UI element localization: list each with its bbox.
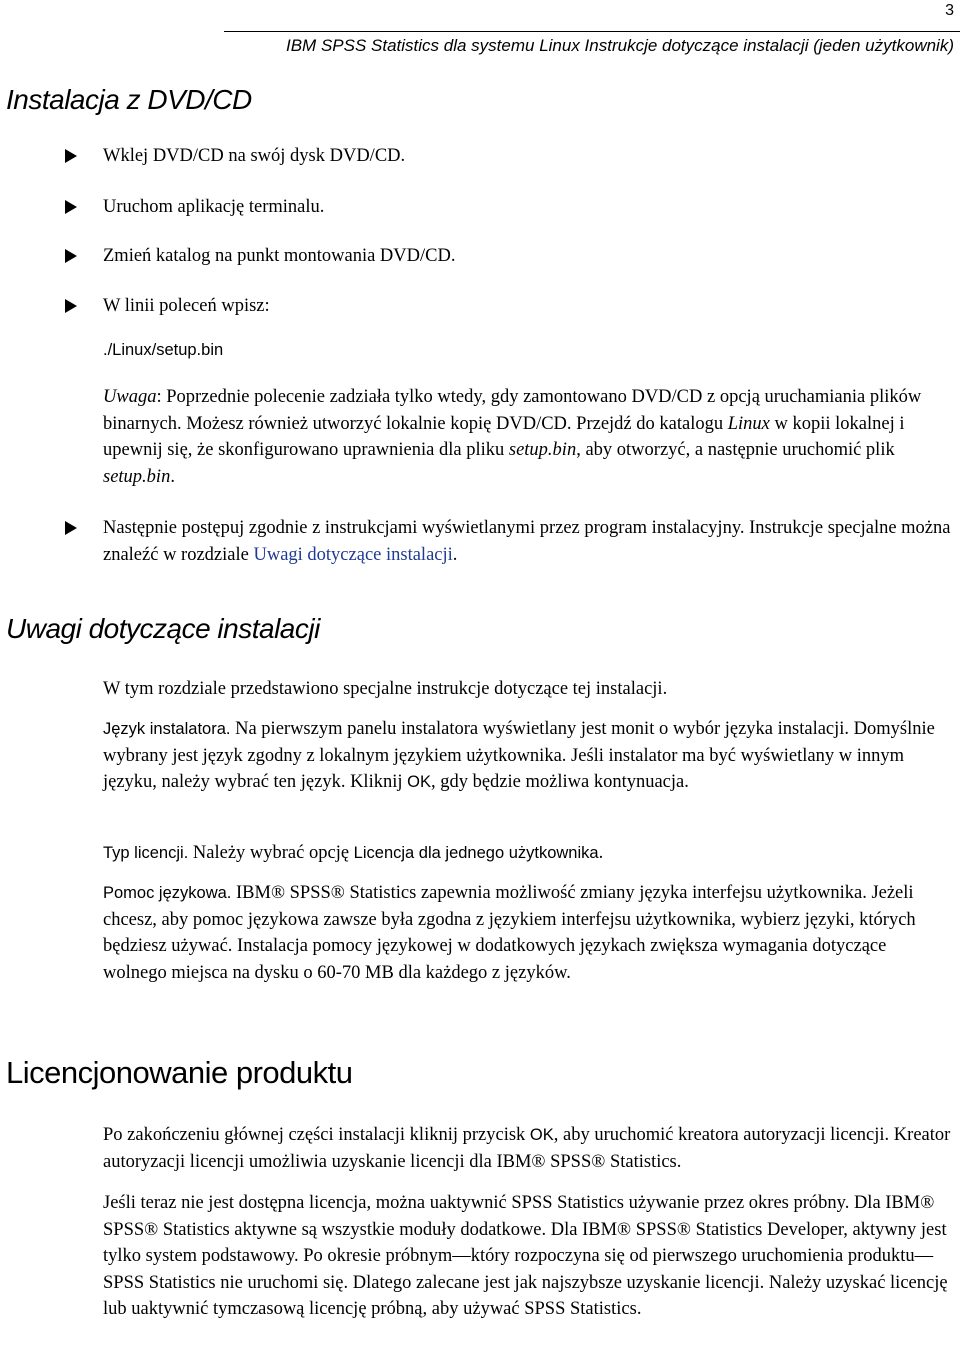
intro-paragraph: W tym rozdziale przedstawiono specjalne instrukcje dotyczące tej instalacji. <box>103 679 668 699</box>
command-text: ./Linux/setup.bin <box>103 341 224 359</box>
file-name: setup.bin <box>103 466 171 487</box>
file-name: setup.bin <box>508 440 577 460</box>
header-rule <box>224 31 960 32</box>
language-help-paragraph: Pomoc językowa. IBM® SPSS® Statistics zapewnia możliwość zmiany języka interfejsu użytkownika. Jeżeli chcesz, aby pomoc językowa zawsze była zgodna z językiem interfejsu użytkownika, wybierz języki, których będziesz używać. Instalacja pomocy językowej w dodatkowych językach zwiększa wymagania dotyczące wolnego miejsca na dysku o 60-70 MB dla każdego z języków. <box>103 883 916 983</box>
ok-label: OK <box>407 773 431 791</box>
page-number: 3 <box>945 2 954 19</box>
bullet-arrow-icon <box>65 149 77 163</box>
licensing-paragraph-1: Po zakończeniu głównej części instalacji kliknij przycisk OK, aby uruchomić kreatora autoryzacji licencji. Kreator autoryzacji licencji umożliwia uzyskanie licencji dla IBM® SPSS® Statistics. <box>103 1125 951 1172</box>
bullet-arrow-icon <box>65 200 77 214</box>
note-label: Uwaga <box>103 387 157 407</box>
section-title-dvd-install: Instalacja z DVD/CD <box>6 84 252 115</box>
paragraph-lead: Pomoc językowa. <box>103 884 232 902</box>
license-option-label: Licencja dla jednego użytkownika <box>353 844 599 862</box>
bullet-arrow-icon <box>65 521 77 535</box>
note-paragraph: Uwaga: Poprzednie polecenie zadziała tylko wtedy, gdy zamontowano DVD/CD z opcją uruchamiania plików binarnych. Możesz również utworzyć lokalnie kopię DVD/CD. Przejdź do katalogu Linux w kopii lokalnej i upewnij się, że skonfigurowano uprawnienia dla pliku setup.bin, aby otworzyć, a następnie uruchomić plik setup.bin. <box>103 387 922 487</box>
step-text: W linii poleceń wpisz: <box>103 296 270 316</box>
bullet-arrow-icon <box>65 249 77 263</box>
section-title-install-notes: Uwagi dotyczące instalacji <box>6 613 320 644</box>
step-text: Uruchom aplikację terminalu. <box>103 197 325 217</box>
step-text: Następnie postępuj zgodnie z instrukcjami wyświetlanymi przez program instalacyjny. Instrukcje specjalne można znaleźć w rozdziale Uwagi dotyczące instalacji. <box>103 518 951 565</box>
license-type-paragraph: Typ licencji. Należy wybrać opcję Licencja dla jednego użytkownika. <box>103 843 604 863</box>
step-text: Zmień katalog na punkt montowania DVD/CD. <box>103 246 456 266</box>
installer-language-paragraph: Język instalatora. Na pierwszym panelu instalatora wyświetlany jest monit o wybór języka instalacji. Domyślnie wybrany jest język zgodny z lokalnym językiem użytkownika. Jeśli instalator ma być wyświetlany w innym języku, należy wybrać ten język. Kliknij OK, gdy będzie możliwa kontynuacja. <box>103 719 935 792</box>
ok-label: OK <box>529 1126 554 1144</box>
paragraph-lead: Typ licencji. <box>103 844 189 862</box>
section-title-licensing: Licencjonowanie produktu <box>6 1055 353 1090</box>
running-header: IBM SPSS Statistics dla systemu Linux Instrukcje dotyczące instalacji (jeden użytkownik) <box>286 36 954 55</box>
paragraph-lead: Język instalatora. <box>103 720 231 738</box>
licensing-paragraph-2: Jeśli teraz nie jest dostępna licencja, można uaktywnić SPSS Statistics używanie przez okres próbny. Dla IBM® SPSS® Statistics aktywne są wszystkie moduły dodatkowe. Dla IBM® SPSS® Statistics Developer, aktywny jest tylko system podstawowy. Po okresie próbnym—który rozpoczyna się od pierwszego uruchomienia produktu—SPSS Statistics nie uruchomi się. Dlatego zalecane jest jak najszybsze uzyskanie licencji. Należy uzyskać licencję lub uaktywnić tymczasową licencję próbną, aby używać SPSS Statistics. <box>103 1193 948 1319</box>
folder-name: Linux <box>727 413 770 434</box>
bullet-arrow-icon <box>65 299 77 313</box>
step-text: Wklej DVD/CD na swój dysk DVD/CD. <box>103 146 406 166</box>
install-notes-link[interactable]: Uwagi dotyczące instalacji <box>253 544 453 565</box>
